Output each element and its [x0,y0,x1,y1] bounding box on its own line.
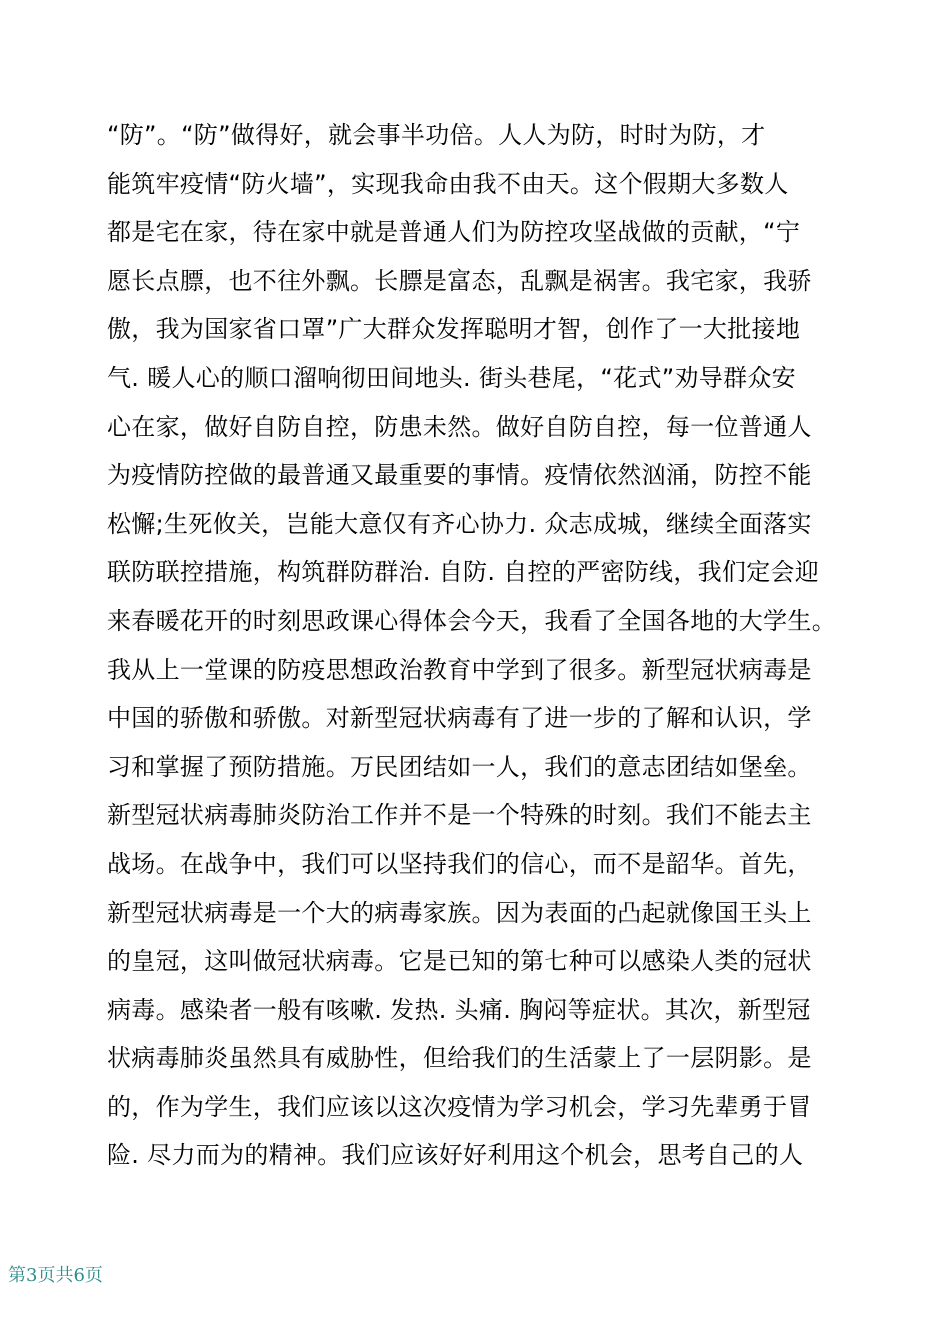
text-line: 险. 尽力而为的精神。我们应该好好利用这个机会，思考自己的人 [107,1141,804,1170]
text-line: 病毒。感染者一般有咳嗽. 发热. 头痛. 胸闷等症状。其次，新型冠 [107,995,811,1024]
text-line: 气. 暖人心的顺口溜响彻田间地头. 街头巷尾，“花式”劝导群众安 [107,363,796,392]
text-line: 状病毒肺炎虽然具有威胁性，但给我们的生活蒙上了一层阴影。是 [107,1044,812,1073]
text-line: 的，作为学生，我们应该以这次疫情为学习机会，学习先辈勇于冒 [107,1092,812,1121]
text-line: 新型冠状病毒肺炎防治工作并不是一个特殊的时刻。我们不能去主 [107,801,812,830]
text-line: 联防联控措施，构筑群防群治. 自防. 自控的严密防线，我们定会迎 [107,558,820,587]
text-line: 习和掌握了预防措施。万民团结如一人，我们的意志团结如堡垒。 [107,752,812,781]
document-body [107,111,847,1180]
text-line: 能筑牢疫情“防火墙”，实现我命由我不由天。这个假期大多数人 [107,169,789,198]
text-line: 心在家，做好自防自控，防患未然。做好自防自控，每一位普通人 [107,412,812,441]
text-line: 为疫情防控做的最普通又最重要的事情。疫情依然汹涌，防控不能 [107,461,812,490]
text-line: 愿长点膘，也不往外飘。长膘是富态，乱飘是祸害。我宅家，我骄 [107,266,812,295]
text-line: 我从上一堂课的防疫思想政治教育中学到了很多。新型冠状病毒是 [107,655,812,684]
page-number-footer: 第3页共6页 [8,1265,103,1286]
text-line: 中国的骄傲和骄傲。对新型冠状病毒有了进一步的了解和认识，学 [107,704,812,733]
text-line: 都是宅在家，待在家中就是普通人们为防控攻坚战做的贡献，“宁 [107,218,801,247]
text-line: 战场。在战争中，我们可以坚持我们的信心，而不是韶华。首先， [107,849,812,878]
text-line: “防”。“防”做得好，就会事半功倍。人人为防，时时为防，才 [107,121,766,149]
text-line: 来春暖花开的时刻思政课心得体会今天，我看了全国各地的大学生。 [107,606,836,635]
text-line: 的皇冠，这叫做冠状病毒。它是已知的第七种可以感染人类的冠状 [107,947,812,976]
text-line: 松懈;生死攸关，岂能大意仅有齐心协力. 众志成城，继续全面落实 [107,509,812,538]
text-line: 傲，我为国家省口罩”广大群众发挥聪明才智，创作了一大批接地 [107,315,801,344]
text-line: 新型冠状病毒是一个大的病毒家族。因为表面的凸起就像国王头上 [107,898,812,927]
